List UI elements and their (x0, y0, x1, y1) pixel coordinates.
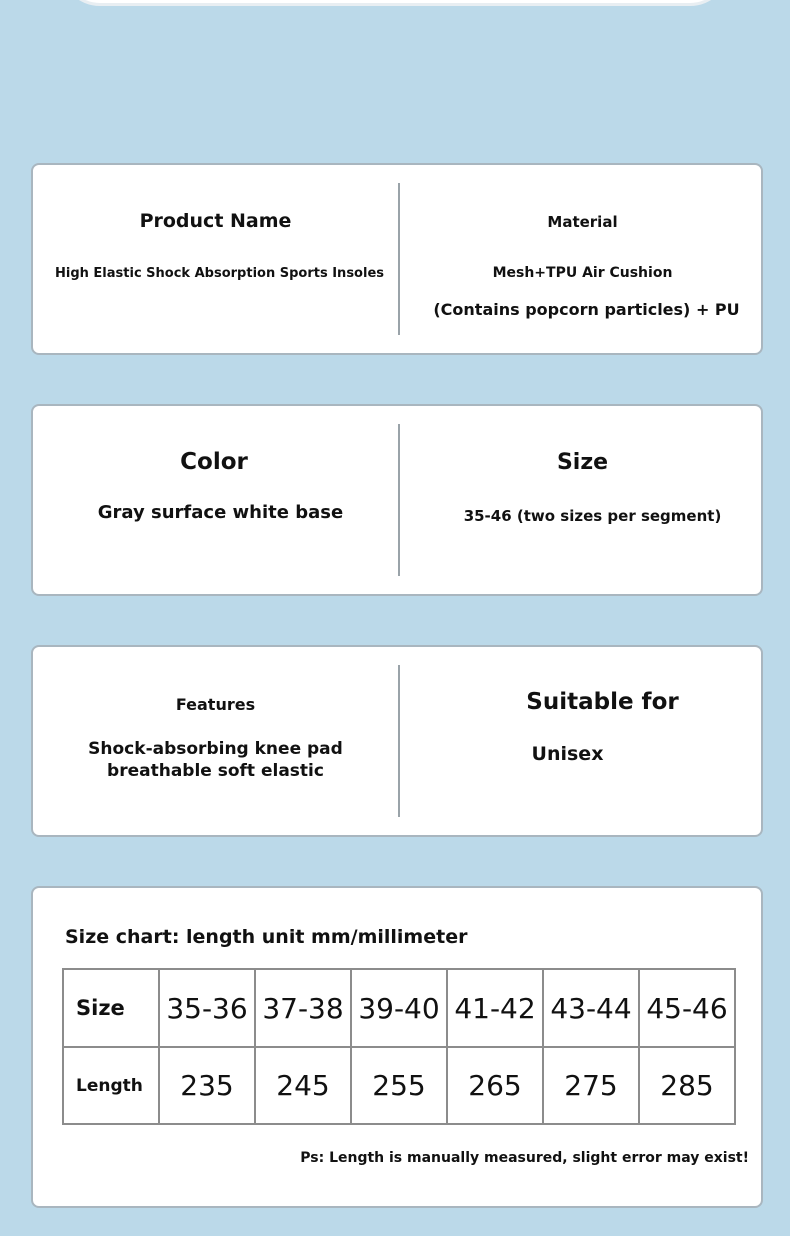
size-row (63, 969, 735, 1047)
material-title: Material (547, 213, 618, 231)
material-section (400, 165, 765, 353)
product-name-value: High Elastic Shock Absorption Sports Insoles (55, 266, 384, 281)
length-cell: 235 (159, 1047, 255, 1124)
features-section (33, 647, 398, 835)
features-card (31, 645, 763, 837)
size-title: Size (556, 450, 609, 475)
features-line-1: Shock-absorbing knee pad (88, 739, 343, 759)
suitable-for-title: Suitable for (526, 689, 679, 715)
features-title: Features (175, 695, 256, 714)
size-cell: 45-46 (639, 969, 735, 1047)
product-name-title: Product Name (139, 210, 292, 232)
size-cell: 35-36 (159, 969, 255, 1047)
size-chart-card (31, 886, 763, 1208)
suitable-section (400, 647, 765, 835)
length-cell: 245 (255, 1047, 351, 1124)
color-title: Color (180, 449, 248, 475)
color-size-card (31, 404, 763, 596)
measurement-note: Ps: Length is manually measured, slight error may exist! (300, 1150, 749, 1166)
length-cell: 265 (447, 1047, 543, 1124)
length-cell: 255 (351, 1047, 447, 1124)
product-name-section (33, 165, 398, 353)
size-range-value: 35-46 (two sizes per segment) (463, 507, 722, 525)
product-info-card (31, 163, 763, 355)
size-cell: 41-42 (447, 969, 543, 1047)
color-value: Gray surface white base (97, 502, 344, 523)
length-cell: 275 (543, 1047, 639, 1124)
material-line-2: (Contains popcorn particles) + PU (433, 300, 740, 319)
size-cell: 39-40 (351, 969, 447, 1047)
length-cell: 285 (639, 1047, 735, 1124)
suitable-for-value: Unisex (531, 743, 604, 765)
size-cell: 37-38 (255, 969, 351, 1047)
top-image-frame (60, 0, 730, 6)
size-cell: 43-44 (543, 969, 639, 1047)
features-line-2: breathable soft elastic (107, 761, 324, 781)
size-chart-table (62, 968, 736, 1125)
length-row-label: Length (63, 1047, 159, 1124)
size-chart-title: Size chart: length unit mm/millimeter (65, 926, 468, 948)
color-section (33, 406, 398, 594)
length-row (63, 1047, 735, 1124)
size-row-label: Size (63, 969, 159, 1047)
material-line-1: Mesh+TPU Air Cushion (492, 265, 673, 281)
size-section (400, 406, 765, 594)
